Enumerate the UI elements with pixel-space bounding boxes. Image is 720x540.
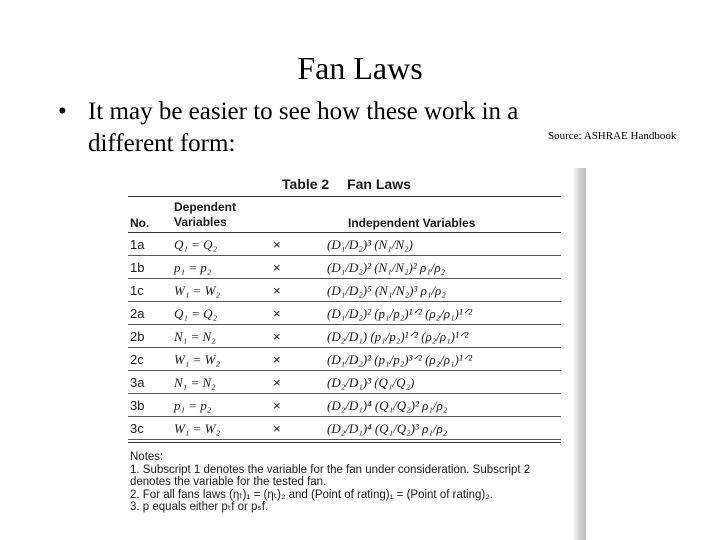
table-row	[124, 279, 564, 302]
row-independent: (D₂/D₁)³ (Q₁/Q₂)	[327, 375, 415, 390]
table-row	[124, 325, 564, 348]
row-independent: (D₁/D₂)² (N₁/N₂)² ρ₁/ρ₂	[327, 260, 446, 275]
row-independent: (D₁/D₂)⁵ (N₁/N₂)³ ρ₁/ρ₂	[327, 283, 446, 298]
row-dependent: W₁ = W₂	[174, 283, 220, 298]
row-separator	[128, 439, 561, 440]
header-no: No.	[130, 216, 150, 230]
header-dependent-line1: Dependent	[174, 200, 237, 214]
row-number: 1a	[130, 237, 145, 252]
row-dependent: W₁ = W₂	[174, 421, 220, 436]
scan-edge-shadow	[572, 168, 586, 540]
row-operator: ×	[273, 283, 281, 298]
table-bottom-rule	[128, 442, 561, 443]
row-number: 1c	[130, 283, 144, 298]
row-dependent: N₁ = N₂	[174, 375, 216, 390]
table-notes	[130, 451, 570, 514]
row-operator: ×	[273, 260, 281, 275]
row-operator: ×	[273, 398, 281, 413]
source-citation: Source: ASHRAE Handbook	[548, 130, 677, 142]
row-number: 3b	[130, 398, 145, 413]
row-number: 2c	[130, 352, 144, 367]
table-row	[124, 302, 564, 325]
note-1-line-2: denotes the variable for the tested fan.	[130, 476, 327, 488]
row-independent: (D₂/D₁)⁴ (Q₁/Q₂)² ρ₁/ρ₂	[327, 398, 448, 413]
row-number: 3a	[130, 375, 145, 390]
row-operator: ×	[273, 421, 281, 436]
header-independent: Independent Variables	[348, 216, 476, 230]
note-1-line-1: 1. Subscript 1 denotes the variable for the fan under consideration. Subscript 2	[130, 463, 531, 476]
row-dependent: W₁ = W₂	[174, 352, 220, 367]
bullet-text: It may be easier to see how these work in a different form:	[88, 98, 519, 157]
row-number: 2a	[130, 306, 145, 321]
row-dependent: N₁ = N₂	[174, 329, 216, 344]
row-independent: (D₁/D₂)³ (N₁/N₂)	[327, 237, 413, 252]
row-independent: (D₁/D₂)² (p₁/p₂)¹ᐟ² (ρ₂/ρ₁)¹ᐟ²	[327, 306, 473, 321]
bullet-point	[58, 96, 598, 160]
fan-laws-table-scan	[124, 168, 586, 540]
row-independent: (D₁/D₂)² (p₁/p₂)³ᐟ² (ρ₂/ρ₁)¹ᐟ²	[327, 352, 473, 367]
row-operator: ×	[273, 306, 281, 321]
row-dependent: Q₁ = Q₂	[174, 306, 218, 321]
table-row	[124, 394, 564, 417]
table-row	[124, 256, 564, 279]
table-row	[124, 348, 564, 371]
table-caption-title: Fan Laws	[347, 176, 411, 192]
slide-title: Fan Laws	[297, 50, 423, 86]
row-dependent: Q₁ = Q₂	[174, 237, 218, 252]
row-independent: (D₂/D₁)⁴ (Q₁/Q₂)³ ρ₁/ρ₂	[327, 421, 448, 436]
row-number: 2b	[130, 329, 145, 344]
row-operator: ×	[273, 237, 281, 252]
row-number: 3c	[130, 421, 144, 436]
table-caption	[282, 176, 411, 192]
table-row	[124, 233, 564, 256]
table-row	[124, 371, 564, 394]
table-row	[124, 417, 564, 440]
table-caption-number: Table 2	[282, 176, 330, 192]
notes-heading: Notes:	[130, 451, 164, 463]
row-dependent: p₁ = p₂	[174, 398, 212, 413]
row-operator: ×	[273, 352, 281, 367]
row-independent: (D₂/D₁) (p₁/p₂)¹ᐟ² (ρ₂/ρ₁)¹ᐟ²	[327, 329, 469, 344]
note-3: 3. p equals either pₜf or pₛf.	[130, 501, 269, 513]
row-operator: ×	[273, 329, 281, 344]
note-2: 2. For all fans laws (ηₜ)₁ = (ηₜ)₂ and (Point of rating)₁ = (Point of rating)₂.	[130, 488, 493, 501]
row-dependent: p₁ = p₂	[174, 260, 212, 275]
row-number: 1b	[130, 260, 145, 275]
row-operator: ×	[273, 375, 281, 390]
bullet-marker: •	[58, 98, 67, 125]
table-top-rule	[128, 196, 561, 197]
header-dependent-line2: Variables	[174, 215, 227, 229]
